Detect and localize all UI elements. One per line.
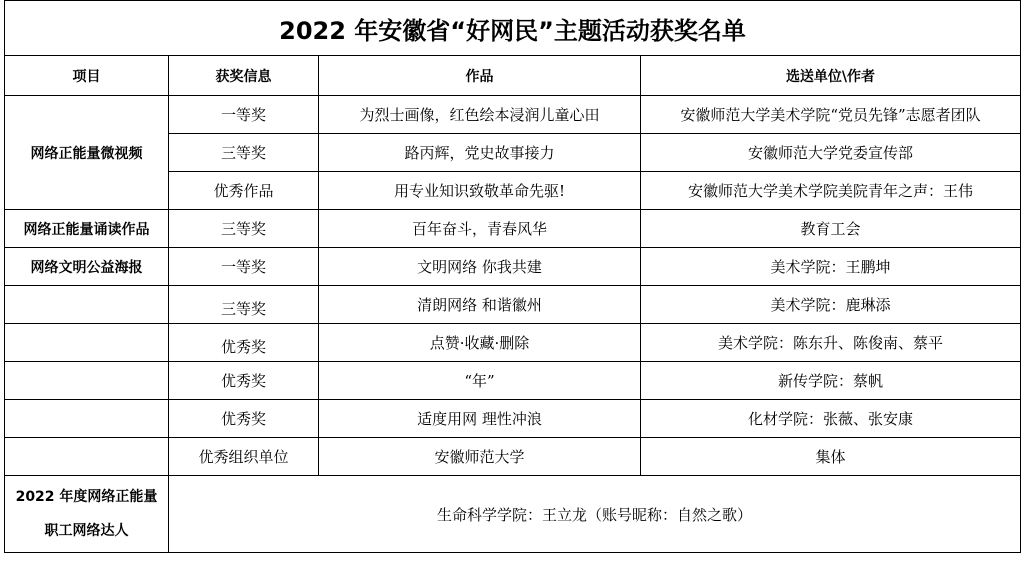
table-row: [5, 210, 1021, 248]
table-row: [5, 438, 1021, 476]
award-cell: 三等奖: [169, 210, 319, 248]
work-cell: 路丙辉，党史故事接力: [319, 134, 641, 172]
header-project: 项目: [5, 56, 169, 96]
expert-entry-cell: 生命科学学院：王立龙（账号昵称：自然之歌）: [169, 476, 1021, 553]
work-cell: 安徽师范大学: [319, 438, 641, 476]
award-table: [4, 0, 1021, 553]
award-cell: 优秀奖: [169, 362, 319, 400]
project-cell-empty: [5, 286, 169, 324]
unit-cell: 安徽师范大学党委宣传部: [641, 134, 1021, 172]
table-row: [5, 362, 1021, 400]
unit-cell: 美术学院：陈东升、陈俊南、蔡平: [641, 324, 1021, 362]
project-network-expert: [5, 476, 169, 553]
work-cell: 为烈士画像，红色绘本浸润儿童心田: [319, 96, 641, 134]
award-list-document: [4, 0, 1020, 563]
award-cell: 优秀奖: [169, 400, 319, 438]
unit-cell: 安徽师范大学美术学院美院青年之声：王伟: [641, 172, 1021, 210]
unit-cell: 教育工会: [641, 210, 1021, 248]
work-cell: 用专业知识致敬革命先驱!: [319, 172, 641, 210]
unit-cell: 化材学院：张薇、张安康: [641, 400, 1021, 438]
award-cell: 一等奖: [169, 248, 319, 286]
project-cell-empty: [5, 362, 169, 400]
header-work: 作品: [319, 56, 641, 96]
project-reading: 网络正能量诵读作品: [5, 210, 169, 248]
unit-cell: 美术学院：鹿琳添: [641, 286, 1021, 324]
unit-cell: 集体: [641, 438, 1021, 476]
work-cell: 点赞·收藏·删除: [319, 324, 641, 362]
header-award: 获奖信息: [169, 56, 319, 96]
work-cell: 百年奋斗，青春风华: [319, 210, 641, 248]
table-row: [5, 324, 1021, 362]
project-poster: 网络文明公益海报: [5, 248, 169, 286]
table-row: [5, 476, 1021, 553]
document-title: 2022 年安徽省“好网民”主题活动获奖名单: [5, 1, 1021, 56]
award-cell: 三等奖: [169, 134, 319, 172]
work-cell: 适度用网 理性冲浪: [319, 400, 641, 438]
award-cell: 一等奖: [169, 96, 319, 134]
table-row: [5, 286, 1021, 324]
work-cell: 文明网络 你我共建: [319, 248, 641, 286]
table-row: [5, 248, 1021, 286]
table-row: [5, 400, 1021, 438]
award-cell: 优秀组织单位: [169, 438, 319, 476]
project-cell-empty: [5, 324, 169, 362]
award-cell: 三等奖: [169, 286, 319, 324]
unit-cell: 美术学院：王鹏坤: [641, 248, 1021, 286]
header-row: [5, 56, 1021, 96]
unit-cell: 新传学院：蔡帆: [641, 362, 1021, 400]
award-cell: 优秀作品: [169, 172, 319, 210]
header-unit: 选送单位\作者: [641, 56, 1021, 96]
project-cell-empty: [5, 438, 169, 476]
work-cell: “年”: [319, 362, 641, 400]
project-expert-line2: 职工网络达人: [44, 523, 129, 539]
unit-cell: 安徽师范大学美术学院“党员先锋”志愿者团队: [641, 96, 1021, 134]
award-cell: 优秀奖: [169, 324, 319, 362]
work-cell: 清朗网络 和谐徽州: [319, 286, 641, 324]
project-micro-video: 网络正能量微视频: [5, 96, 169, 210]
project-cell-empty: [5, 400, 169, 438]
table-row: [5, 96, 1021, 134]
project-expert-line1: 2022 年度网络正能量: [15, 489, 158, 505]
